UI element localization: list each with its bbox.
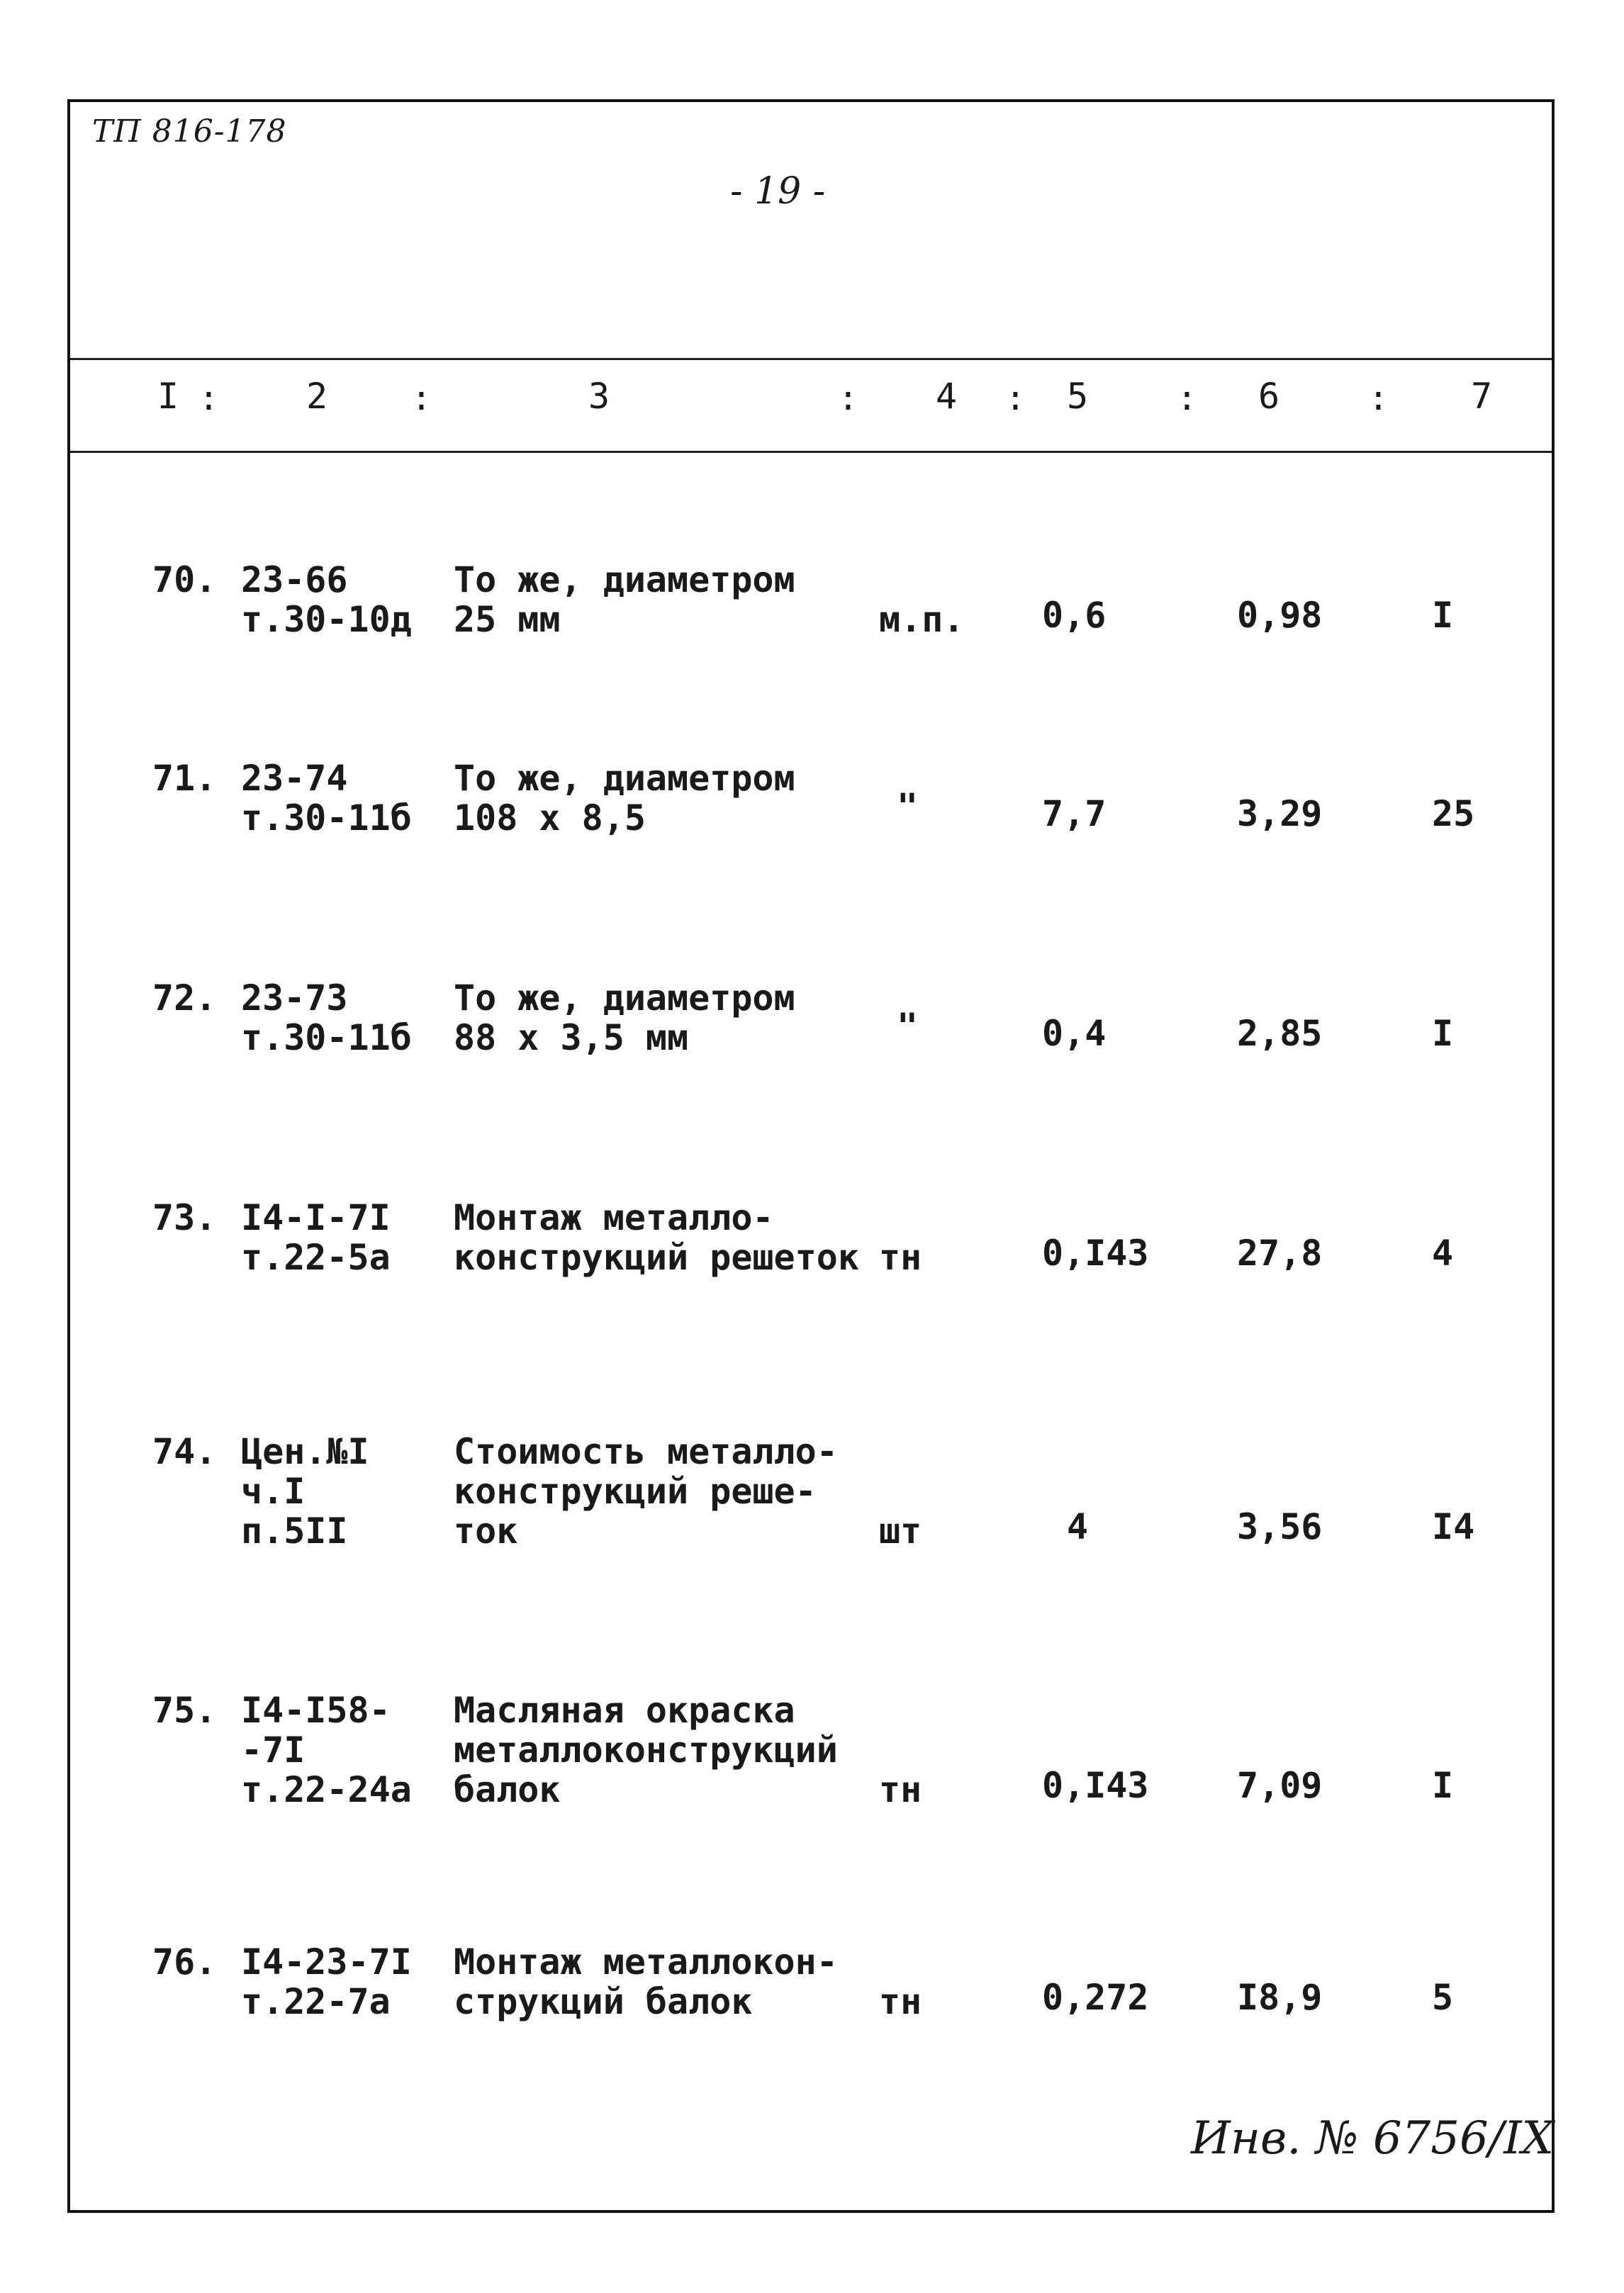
quantity: 0,I43 (1042, 1233, 1149, 1274)
column-separator: : (1005, 379, 1026, 418)
column-7-value: I (1432, 1765, 1454, 1806)
column-7-value: I4 (1432, 1506, 1475, 1547)
norm-code-line: т.30-11б (241, 797, 412, 839)
description-line: То же, диаметром (454, 758, 795, 799)
unit: шт (879, 1510, 922, 1552)
norm-code-line: т.30-10д (241, 599, 412, 640)
norm-code-line: 23-66 (241, 559, 348, 600)
unit: тн (879, 1769, 922, 1810)
quantity: 0,6 (1042, 595, 1107, 636)
column-number-4: 4 (936, 376, 958, 417)
page-number: - 19 - (730, 170, 826, 213)
description-line: ток (454, 1510, 518, 1552)
column-separator: : (838, 379, 858, 418)
header-bottom-rule (70, 451, 1552, 453)
column-number-2: 2 (306, 376, 328, 417)
description-line: То же, диаметром (454, 977, 795, 1019)
quantity: 4 (1067, 1506, 1089, 1547)
description-line: Монтаж металло- (454, 1197, 774, 1238)
norm-code-line: I4-I-7I (241, 1197, 391, 1238)
column-7-value: I (1432, 595, 1454, 636)
norm-code-line: п.5II (241, 1510, 348, 1552)
unit-price: 2,85 (1237, 1013, 1323, 1054)
column-number-1: I (157, 376, 179, 417)
item-number: 76. (152, 1941, 217, 1983)
description-line: Монтаж металлокон- (454, 1941, 838, 1983)
unit-price: 7,09 (1237, 1765, 1323, 1806)
document-frame (67, 99, 1555, 2213)
column-separator: : (198, 379, 219, 418)
column-7-value: 4 (1432, 1233, 1454, 1274)
norm-code-line: т.30-11б (241, 1017, 412, 1058)
item-number: 73. (152, 1197, 217, 1238)
description-line: конструкций реше- (454, 1471, 817, 1512)
description-line: струкций балок (454, 1981, 753, 2022)
ditto-mark: " (897, 1006, 919, 1047)
item-number: 75. (152, 1690, 217, 1731)
unit: м.п. (879, 599, 965, 640)
norm-code-line: 23-73 (241, 977, 348, 1019)
description-line: конструкций решеток (454, 1237, 859, 1278)
column-separator: : (1368, 379, 1389, 418)
norm-code-line: ч.I (241, 1471, 306, 1512)
header-top-rule (70, 358, 1552, 360)
unit-price: I8,9 (1237, 1977, 1323, 2018)
item-number: 70. (152, 559, 217, 600)
norm-code-line: т.22-5а (241, 1237, 391, 1278)
column-7-value: I (1432, 1013, 1454, 1054)
description-line: металлоконструкций (454, 1729, 838, 1771)
column-number-5: 5 (1067, 376, 1089, 417)
column-number-3: 3 (588, 376, 610, 417)
unit-price: 27,8 (1237, 1233, 1323, 1274)
norm-code-line: т.22-7а (241, 1981, 391, 2022)
column-7-value: 5 (1432, 1977, 1454, 2018)
quantity: 0,I43 (1042, 1765, 1149, 1806)
norm-code-line: I4-23-7I (241, 1941, 412, 1983)
column-separator: : (411, 379, 432, 418)
column-number-6: 6 (1258, 376, 1280, 417)
item-number: 71. (152, 758, 217, 799)
description-line: 25 мм (454, 599, 561, 640)
unit-price: 0,98 (1237, 595, 1323, 636)
inventory-number: Инв. № 6756/IX (1191, 2112, 1555, 2165)
item-number: 74. (152, 1431, 217, 1472)
unit: тн (879, 1981, 922, 2022)
quantity: 0,4 (1042, 1013, 1107, 1054)
unit-price: 3,56 (1237, 1506, 1323, 1547)
item-number: 72. (152, 977, 217, 1019)
norm-code-line: Цен.№I (241, 1431, 369, 1472)
norm-code-line: т.22-24а (241, 1769, 412, 1810)
column-separator: : (1177, 379, 1197, 418)
column-number-7: 7 (1471, 376, 1493, 417)
unit: тн (879, 1237, 922, 1278)
norm-code-line: I4-I58- (241, 1690, 391, 1731)
column-7-value: 25 (1432, 793, 1475, 834)
description-line: Масляная окраска (454, 1690, 795, 1731)
description-line: Стоимость металло- (454, 1431, 838, 1472)
quantity: 7,7 (1042, 793, 1107, 834)
norm-code-line: 23-74 (241, 758, 348, 799)
description-line: 108 x 8,5 (454, 797, 646, 839)
description-line: 88 x 3,5 мм (454, 1017, 689, 1058)
norm-code-line: -7I (241, 1729, 306, 1771)
description-line: балок (454, 1769, 561, 1810)
description-line: То же, диаметром (454, 559, 795, 600)
quantity: 0,272 (1042, 1977, 1149, 2018)
unit-price: 3,29 (1237, 793, 1323, 834)
ditto-mark: " (897, 786, 919, 827)
document-code: ТП 816-178 (92, 113, 287, 150)
